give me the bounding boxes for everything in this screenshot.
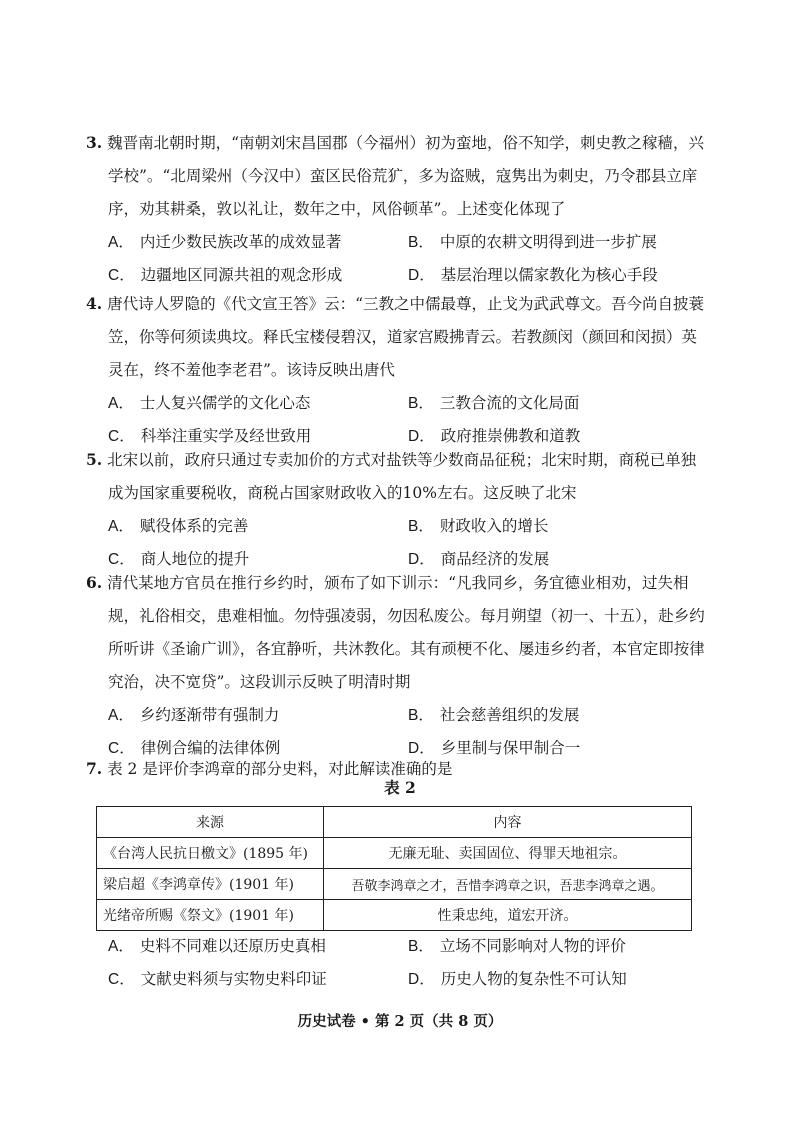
table-row: [97, 900, 692, 931]
option-d: D． 基层治理以儒家教化为核心手段: [408, 266, 658, 284]
question-number: 3.: [86, 133, 103, 152]
option-a: A． 士人复兴儒学的文化心态: [108, 394, 311, 412]
option-b: B． 中原的农耕文明得到进一步扩展: [408, 233, 657, 251]
option-d: D． 历史人物的复杂性不可认知: [408, 970, 627, 988]
option-b: B． 财政收入的增长: [408, 517, 549, 535]
option-b: B． 立场不同影响对人物的评价: [408, 937, 626, 955]
page-footer: 历史试卷 • 第 2 页（共 8 页）: [297, 1013, 503, 1030]
table-row: [97, 869, 692, 900]
option-b: B． 三教合流的文化局面: [408, 394, 580, 412]
question-6: [86, 566, 706, 765]
question-stem: 魏晋南北朝时期，“南朝刘宋昌国郡（今福州）初为蛮地，俗不知学，刺史教之稼穑，兴学校”。“北周梁州（今汉中）蛮区民俗荒犷，多为盗贼，寇隽出为刺史，乃令郡县立庠序，劝其耕桑，敦以礼让，数年之中，风俗顿革”。上述变化体现了: [107, 134, 705, 218]
question-stem: 唐代诗人罗隐的《代文宣王答》云：“三教之中儒最尊，止戈为武武尊文。吾今尚自披蓑笠，你等何须读典坟。释氏宝楼侵碧汉，道家宫殿拂青云。若教颜闵（颜回和闵损）英灵在，终不羞他李老君”。该诗反映出唐代: [107, 295, 705, 379]
option-a: A． 史料不同难以还原历史真相: [108, 937, 326, 955]
table-cell-source: 梁启超《李鸿章传》(1901 年): [97, 869, 324, 900]
table-caption: 表 2: [384, 778, 416, 797]
option-a: A． 赋役体系的完善: [108, 517, 249, 535]
option-c: C． 商人地位的提升: [108, 550, 250, 568]
table-header: 来源: [97, 807, 324, 838]
option-a: A． 内迁少数民族改革的成效显著: [108, 233, 342, 251]
question-number: 6.: [86, 573, 103, 592]
option-c: C． 边疆地区同源共祖的观念形成: [108, 266, 343, 284]
option-d: D． 乡里制与保甲制合一: [408, 739, 581, 757]
option-a: A． 乡约逐渐带有强制力: [108, 706, 280, 724]
question-7-options: [86, 930, 706, 996]
options: [86, 930, 706, 996]
question-number: 5.: [86, 450, 103, 469]
option-d: D． 商品经济的发展: [408, 550, 550, 568]
table-cell-content: 吾敬李鸿章之才，吾惜李鸿章之识，吾悲李鸿章之遇。: [324, 869, 692, 900]
question-number: 4.: [86, 294, 103, 313]
option-c: C． 科举注重实学及经世致用: [108, 427, 312, 445]
question-3: [86, 126, 706, 292]
question-stem: 北宋以前，政府只通过专卖加价的方式对盐铁等少数商品征税；北宋时期，商税已单独成为国家重要税收，商税占国家财政收入的10%左右。这反映了北宋: [107, 451, 697, 502]
option-c: C． 文献史料须与实物史料印证: [108, 970, 327, 988]
question-stem: 清代某地方官员在推行乡约时，颁布了如下训示：“凡我同乡，务宜德业相劝，过失相规，礼俗相交，患难相恤。勿恃强凌弱，勿因私废公。每月朔望（初一、十五），赴乡约所听讲《圣谕广训》，各宜静听，共沐教化。其有顽梗不化、屡违乡约者，本官定即按律究治，决不宽贷”。这段训示反映了明清时期: [107, 574, 705, 691]
table-cell-source: 光绪帝所赐《祭文》(1901 年): [97, 900, 324, 931]
table-cell-source: 《台湾人民抗日檄文》(1895 年): [97, 838, 324, 869]
question-stem: 表 2 是评价李鸿章的部分史料，对此解读准确的是: [107, 760, 453, 778]
option-c: C． 律例合编的法律体例: [108, 739, 281, 757]
question-4: [86, 287, 706, 453]
source-table: [96, 806, 692, 931]
options: [86, 226, 706, 292]
table-header: 内容: [324, 807, 692, 838]
table-header-row: [97, 807, 692, 838]
option-d: D． 政府推崇佛教和道教: [408, 427, 581, 445]
table-row: [97, 838, 692, 869]
question-number: 7.: [86, 759, 103, 778]
table-cell-content: 无廉无耻、卖国固位、得罪天地祖宗。: [324, 838, 692, 869]
table-cell-content: 性秉忠纯，道宏开济。: [324, 900, 692, 931]
option-b: B． 社会慈善组织的发展: [408, 706, 580, 724]
question-5: [86, 443, 706, 576]
